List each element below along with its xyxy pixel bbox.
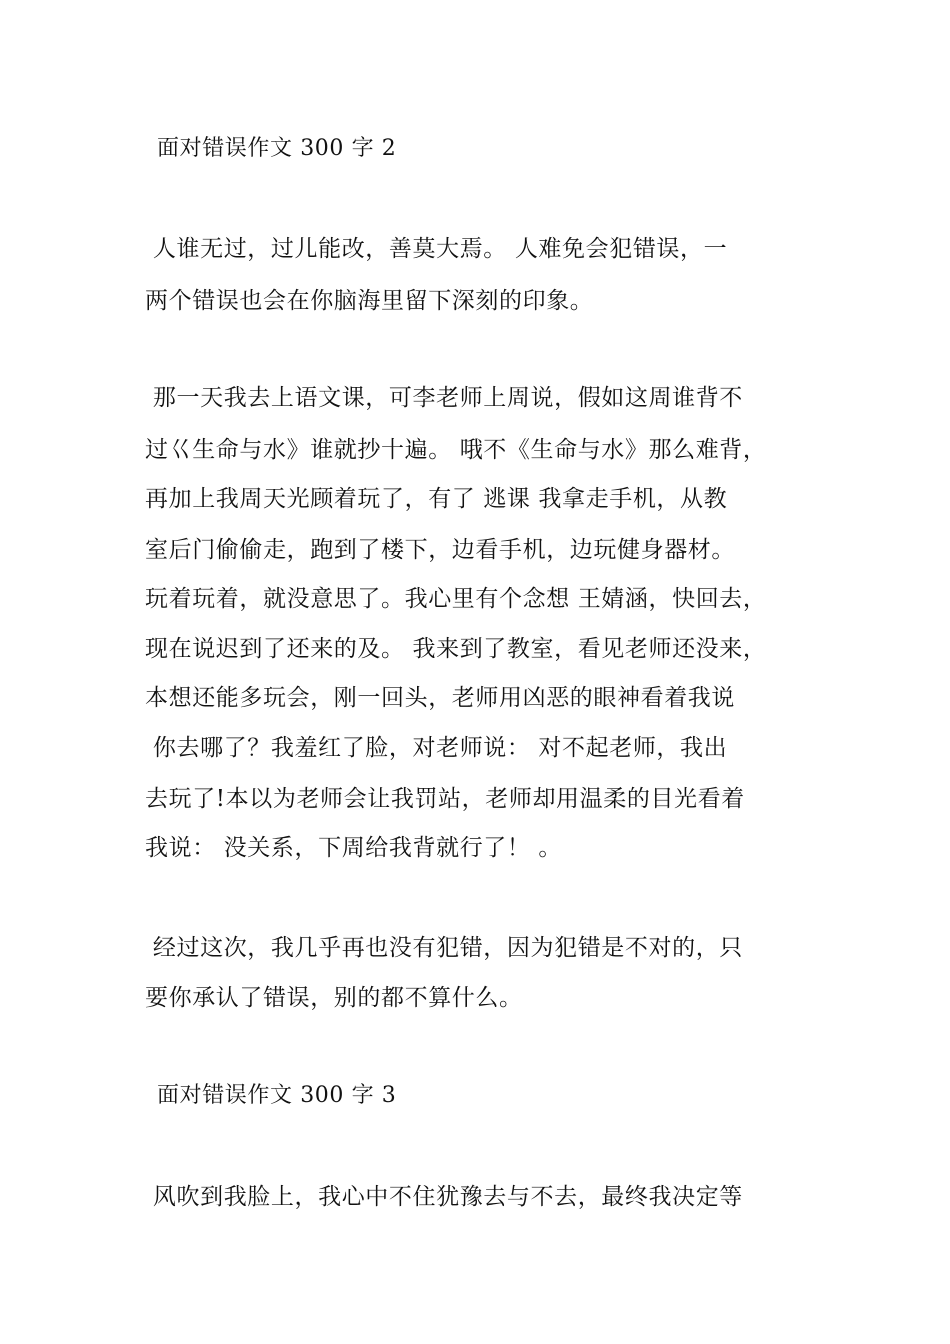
paragraph-line: 室后门偷偷走，跑到了楼下，边看手机，边玩健身器材。 xyxy=(145,537,735,563)
paragraph-line: 要你承认了错误，别的都不算什么。 xyxy=(145,985,523,1011)
paragraph-line: 去玩了!本以为老师会让我罚站，老师却用温柔的目光看着 xyxy=(145,786,745,812)
paragraph-line: 本想还能多玩会，刚一回头，老师用凶恶的眼神看着我说 xyxy=(145,685,735,711)
paragraph-line: 那一天我去上语文课，可李老师上周说，假如这周谁背不 xyxy=(145,385,743,411)
paragraph-line: 两个错误也会在你脑海里留下深刻的印象。 xyxy=(145,288,594,314)
paragraph-line: 再加上我周天光顾着玩了，有了 逃课 我拿走手机，从教 xyxy=(145,486,728,512)
paragraph-line: 风吹到我脸上，我心中不住犹豫去与不去，最终我决定等 xyxy=(145,1184,743,1210)
paragraph-line: 玩着玩着，就没意思了。我心里有个念想 王婧涵，快回去， xyxy=(145,586,767,612)
paragraph-line: 人谁无过，过儿能改，善莫大焉。 人难免会犯错误，一 xyxy=(145,236,728,262)
essay-heading-2: 面对错误作文 300 字 2 xyxy=(157,136,397,161)
paragraph-line: 经过这次，我几乎再也没有犯错，因为犯错是不对的，只 xyxy=(145,935,743,961)
paragraph-line: 我说： 没关系，下周给我背就行了！ 。 xyxy=(145,835,563,861)
essay-heading-3: 面对错误作文 300 字 3 xyxy=(157,1083,397,1108)
paragraph-line: 现在说迟到了还来的及。 我来到了教室，看见老师还没来， xyxy=(145,636,767,662)
paragraph-line: 你去哪了？我羞红了脸，对老师说： 对不起老师，我出 xyxy=(145,735,728,761)
paragraph-line: 过巜生命与水》谁就抄十遍。 哦不《生命与水》那么难背， xyxy=(145,437,767,463)
